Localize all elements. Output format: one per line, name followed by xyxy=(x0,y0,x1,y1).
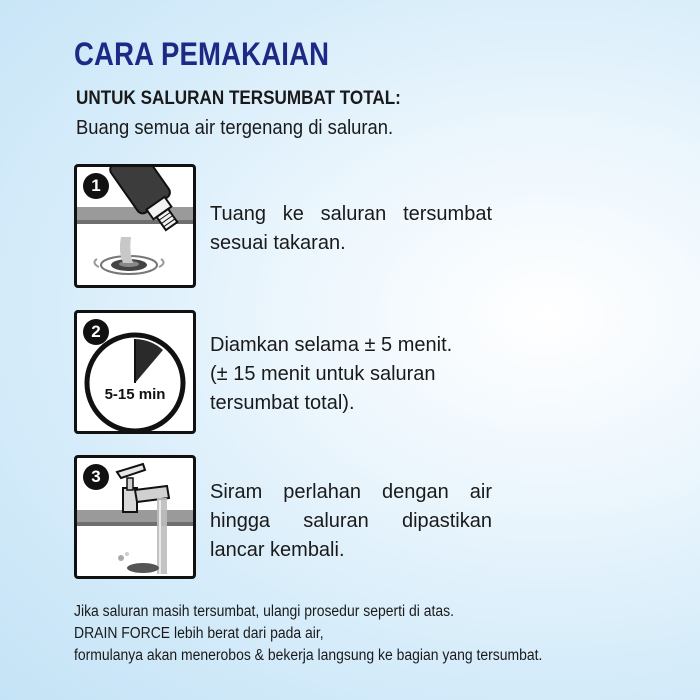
step-3-instructions xyxy=(210,478,492,565)
step-text-line: lancar kembali. xyxy=(210,539,345,561)
step-2-illustration xyxy=(74,310,196,434)
step-text-line: (± 15 menit untuk saluran xyxy=(210,363,436,385)
step-number-badge: 2 xyxy=(83,319,109,345)
step-text-line: hingga saluran dipastikan xyxy=(210,510,492,532)
step-text-line: tersumbat total). xyxy=(210,392,355,414)
section-subtitle: UNTUK SALURAN TERSUMBAT TOTAL: xyxy=(76,88,401,109)
step-text-line: Diamkan selama ± 5 menit. xyxy=(210,334,453,356)
footer-notes xyxy=(74,601,542,667)
step-text-line: sesuai takaran. xyxy=(210,232,346,254)
step-text-line: Siram perlahan dengan air xyxy=(210,481,492,503)
footer-line: formulanya akan menerobos & bekerja langsung ke bagian yang tersumbat. xyxy=(74,647,543,664)
step-2-instructions xyxy=(210,331,492,418)
step-3-illustration xyxy=(74,455,196,579)
clock-duration-label: 5-15 min xyxy=(104,386,166,403)
step-number-badge: 1 xyxy=(83,173,109,199)
step-number-badge: 3 xyxy=(83,464,109,490)
footer-line: DRAIN FORCE lebih berat dari pada air, xyxy=(74,625,324,642)
step-1-illustration xyxy=(74,164,196,288)
step-text-line: Tuang ke saluran tersumbat xyxy=(210,203,492,225)
page-title: CARA PEMAKAIAN xyxy=(74,36,330,72)
footer-line: Jika saluran masih tersumbat, ulangi prosedur seperti di atas. xyxy=(74,603,454,620)
step-1-instructions xyxy=(210,200,492,258)
intro-text: Buang semua air tergenang di saluran. xyxy=(76,117,394,139)
